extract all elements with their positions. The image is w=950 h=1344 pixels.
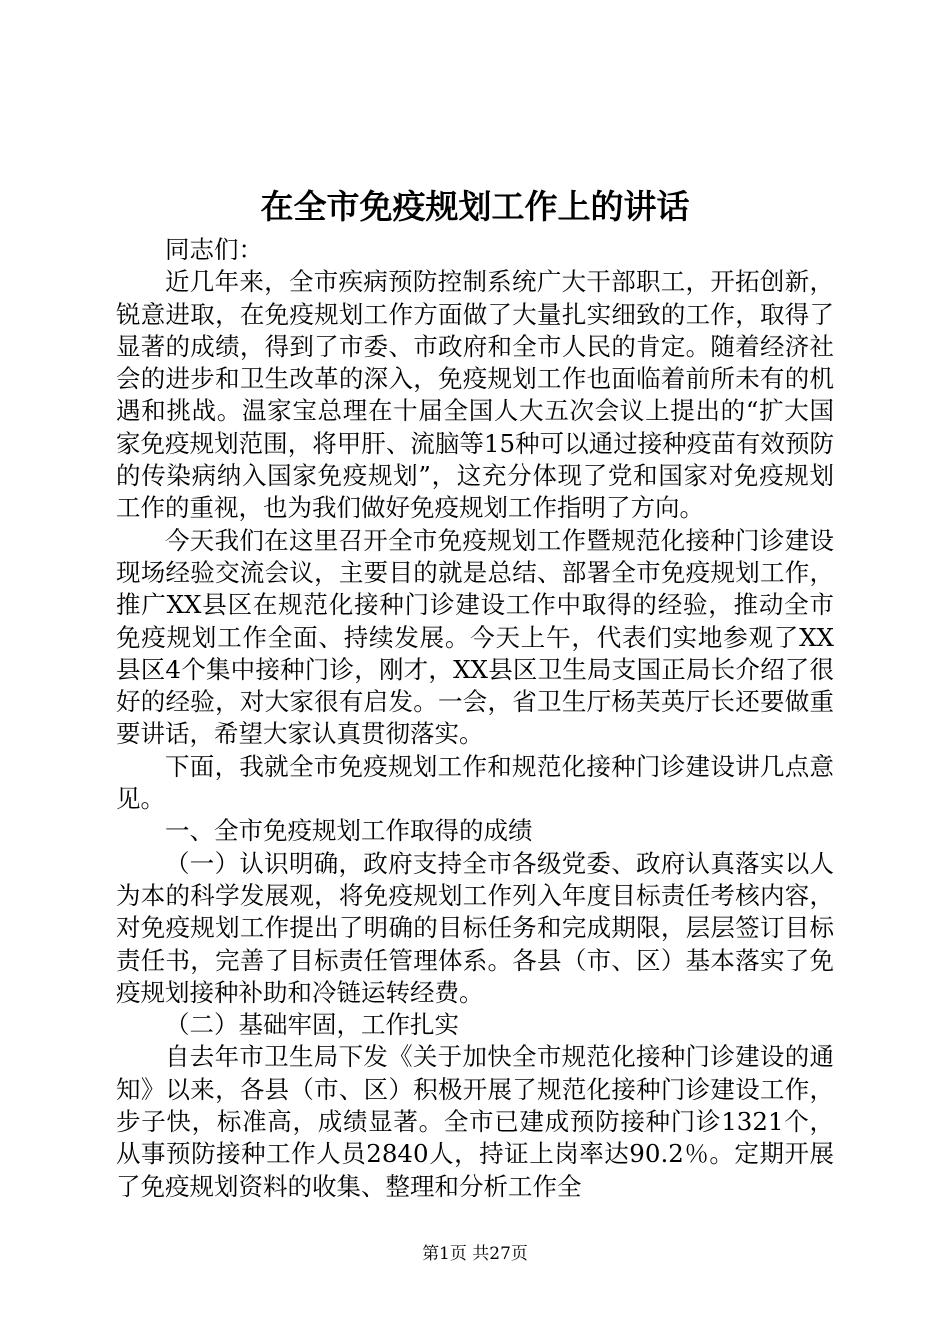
paragraph-meeting-purpose: 今天我们在这里召开全市免疫规划工作暨规范化接种门诊建设现场经验交流会议，主要目的就是总结、部署全市免疫规划工作，推广XX县区在规范化接种门诊建设工作中取得的经验，推动全市免疫规划工作全面、持续发展。今天上午，代表们实地参观了XX县区4个集中接种门诊，刚才，XX县区卫生局支国正局长介绍了很好的经验，对大家很有启发。一会，省卫生厅杨芙英厅长还要做重要讲话，希望大家认真贯彻落实。 [116, 525, 834, 749]
page-number-footer: 第1页 共27页 [422, 1244, 528, 1264]
paragraph-clinic-construction: 自去年市卫生局下发《关于加快全市规范化接种门诊建设的通知》以来，各县（市、区）积极开展了规范化接种门诊建设工作，步子快，标准高，成绩显著。全市已建成预防接种门诊1321个，从事预防接种工作人员2840人，持证上岗率达90.2％。定期开展了免疫规划资料的收集、整理和分析工作全 [116, 1042, 834, 1201]
subsection-heading-2: （二）基础牢固，工作扎实 [165, 1010, 459, 1040]
document-title: 在全市免疫规划工作上的讲话 [260, 187, 690, 226]
paragraph-subsection-1: （一）认识明确，政府支持全市各级党委、政府认真落实以人为本的科学发展观，将免疫规划工作列入年度目标责任考核内容，对免疫规划工作提出了明确的目标任务和完成期限，层层签订目标责任书，完善了目标责任管理体系。各县（市、区）基本落实了免疫规划接种补助和冷链运转经费。 [116, 848, 834, 1007]
document-body [116, 234, 834, 1203]
paragraph-opinions: 下面，我就全市免疫规划工作和规范化接种门诊建设讲几点意见。 [116, 751, 834, 814]
salutation: 同志们： [165, 235, 263, 264]
paragraph-intro: 近几年来，全市疾病预防控制系统广大干部职工，开拓创新，锐意进取，在免疫规划工作方面做了大量扎实细致的工作，取得了显著的成绩，得到了市委、市政府和全市人民的肯定。随着经济社会的进步和卫生改革的深入，免疫规划工作也面临着前所未有的机遇和挑战。温家宝总理在十届全国人大五次会议上提出的“扩大国家免疫规划范围，将甲肝、流脑等15种可以通过接种疫苗有效预防的传染病纳入国家免疫规划”，这充分体现了党和国家对免疫规划工作的重视，也为我们做好免疫规划工作指明了方向。 [116, 267, 834, 523]
section-heading-achievements: 一、全市免疫规划工作取得的成绩 [165, 816, 533, 846]
